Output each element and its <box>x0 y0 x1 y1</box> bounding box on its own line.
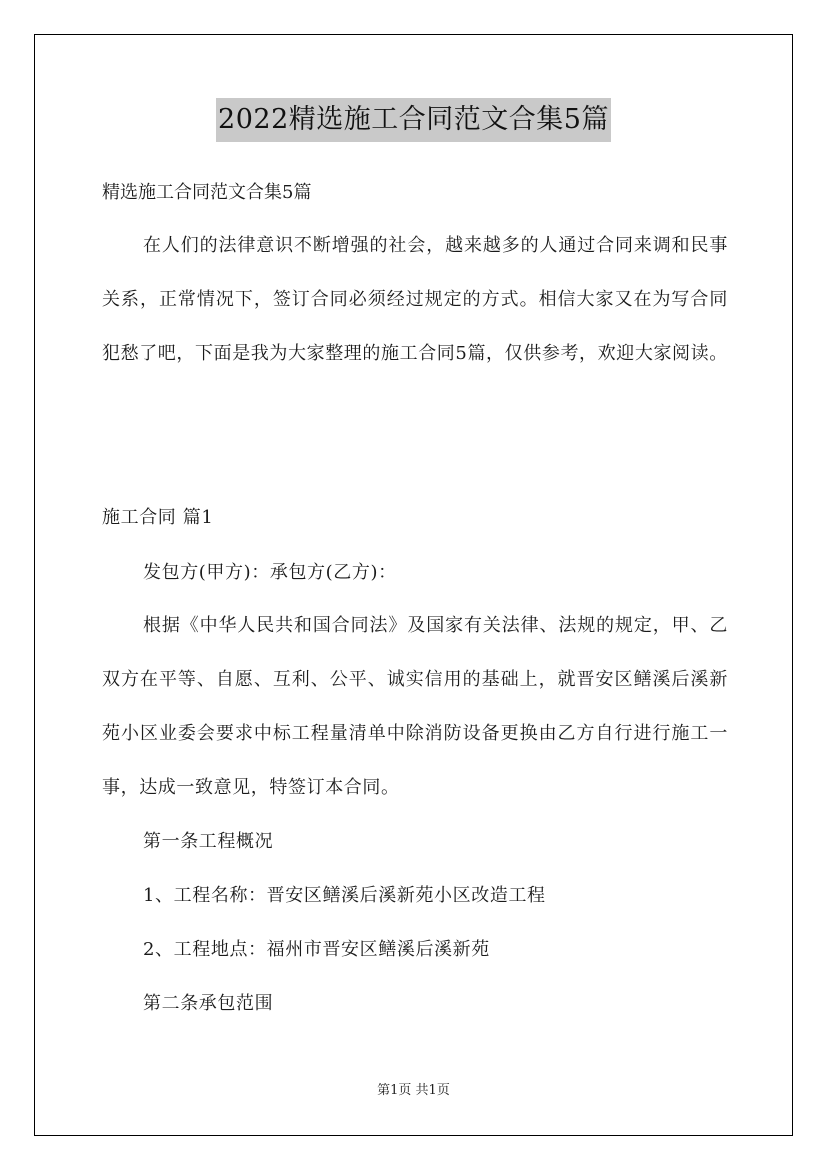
parties-line: 发包方(甲方)：承包方(乙方)： <box>143 562 397 583</box>
page-footer: 第1页 共1页 <box>377 1083 450 1098</box>
section-heading: 施工合同 篇1 <box>102 507 214 528</box>
document-subtitle: 精选施工合同范文合集5篇 <box>102 182 312 203</box>
title-wrap <box>0 98 827 142</box>
intro-paragraph: 在人们的法律意识不断增强的社会，越来越多的人通过合同来调和民事关系，正常情况下，签订合同必须经过规定的方式。相信大家又在为写合同犯愁了吧，下面是我为大家整理的施工合同5篇，仅供参考，欢迎大家阅读。 <box>102 235 728 364</box>
article2-title: 第二条承包范围 <box>143 993 274 1014</box>
basis-paragraph: 根据《中华人民共和国合同法》及国家有关法律、法规的规定，甲、乙双方在平等、自愿、互利、公平、诚实信用的基础上，就晋安区鳝溪后溪新苑小区业委会要求中标工程量清单中除消防设备更换由乙方自行进行施工一事，达成一致意见，特签订本合同。 <box>102 615 728 798</box>
item2-line: 2、工程地点：福州市晋安区鳝溪后溪新苑 <box>143 939 490 960</box>
article1-title: 第一条工程概况 <box>143 831 274 852</box>
document-title: 2022精选施工合同范文合集5篇 <box>216 98 611 142</box>
item1-line: 1、工程名称：晋安区鳝溪后溪新苑小区改造工程 <box>143 885 546 906</box>
